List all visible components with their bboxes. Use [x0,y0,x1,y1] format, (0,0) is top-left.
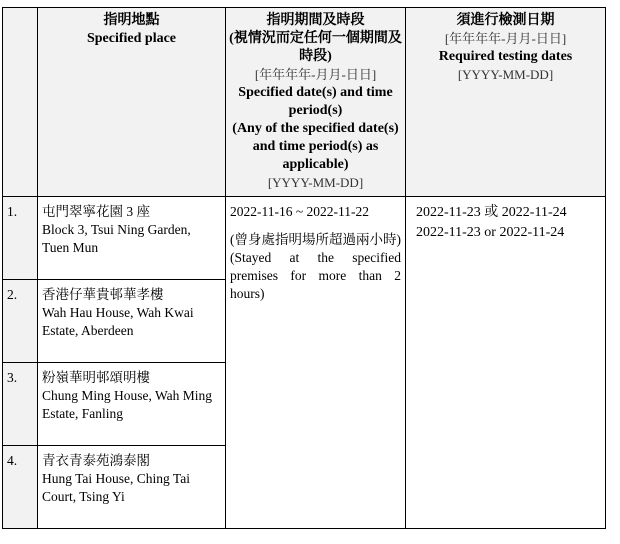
place-cell [38,446,226,529]
place-en: Chung Ming House, Wah Ming Estate, Fanling [42,388,213,421]
header-period-zh: 指明期間及時段 [266,13,365,28]
place-en: Wah Hau House, Wah Kwai Estate, Aberdeen [42,305,194,338]
place-zh: 青衣青泰苑鴻泰閣 [42,453,150,468]
header-testing-en-format: [YYYY-MM-DD] [457,67,554,82]
place-zh: 屯門翠寧花園 3 座 [42,204,150,219]
place-cell [38,363,226,446]
row-number: 4. [3,446,38,529]
row-number: 3. [3,363,38,446]
specified-places-table-wrapper [2,7,606,529]
header-place-en: Specified place [86,31,177,46]
table-row [3,197,606,280]
place-zh: 香港仔華貴邨華孝樓 [42,287,164,302]
row-number: 1. [3,197,38,280]
header-period-en: Specified date(s) and time period(s) [238,85,393,118]
place-en: Block 3, Tsui Ning Garden, Tuen Mun [42,222,191,255]
header-testing-en: Required testing dates [438,49,573,64]
header-testing-cell [406,8,606,197]
header-testing-zh: 須進行檢測日期 [456,13,555,28]
header-testing-zh-format: [年年年年-月月-日日] [444,31,567,46]
specified-places-table [2,7,606,529]
testing-dates-en: 2022-11-23 or 2022-11-24 [416,225,565,240]
testing-dates-zh: 2022-11-23 或 2022-11-24 [416,205,567,220]
header-period-en-format: [YYYY-MM-DD] [267,175,364,190]
table-header-row [3,8,606,197]
place-zh: 粉嶺華明邨頌明樓 [42,370,150,385]
place-en: Hung Tai House, Ching Tai Court, Tsing Yi [42,471,190,504]
header-place-zh: 指明地點 [103,13,160,28]
header-place-cell [38,8,226,197]
header-period-en-note: (Any of the specified date(s) and time period(s) as applicable) [232,121,399,172]
header-period-zh-format: [年年年年-月月-日日] [254,67,377,82]
place-cell [38,280,226,363]
period-cell [226,197,406,529]
testing-dates-cell [406,197,606,529]
period-note-zh: (曾身處指明場所超過兩小時) [230,232,401,247]
header-period-zh-note: (視情況而定任何一個期間及時段) [229,31,402,64]
period-note-en: (Stayed at the specified premises for more than 2 hours) [230,250,401,301]
place-cell [38,197,226,280]
period-dates: 2022-11-16 ~ 2022-11-22 [230,204,370,219]
header-number-cell [3,8,38,197]
header-period-cell [226,8,406,197]
row-number: 2. [3,280,38,363]
